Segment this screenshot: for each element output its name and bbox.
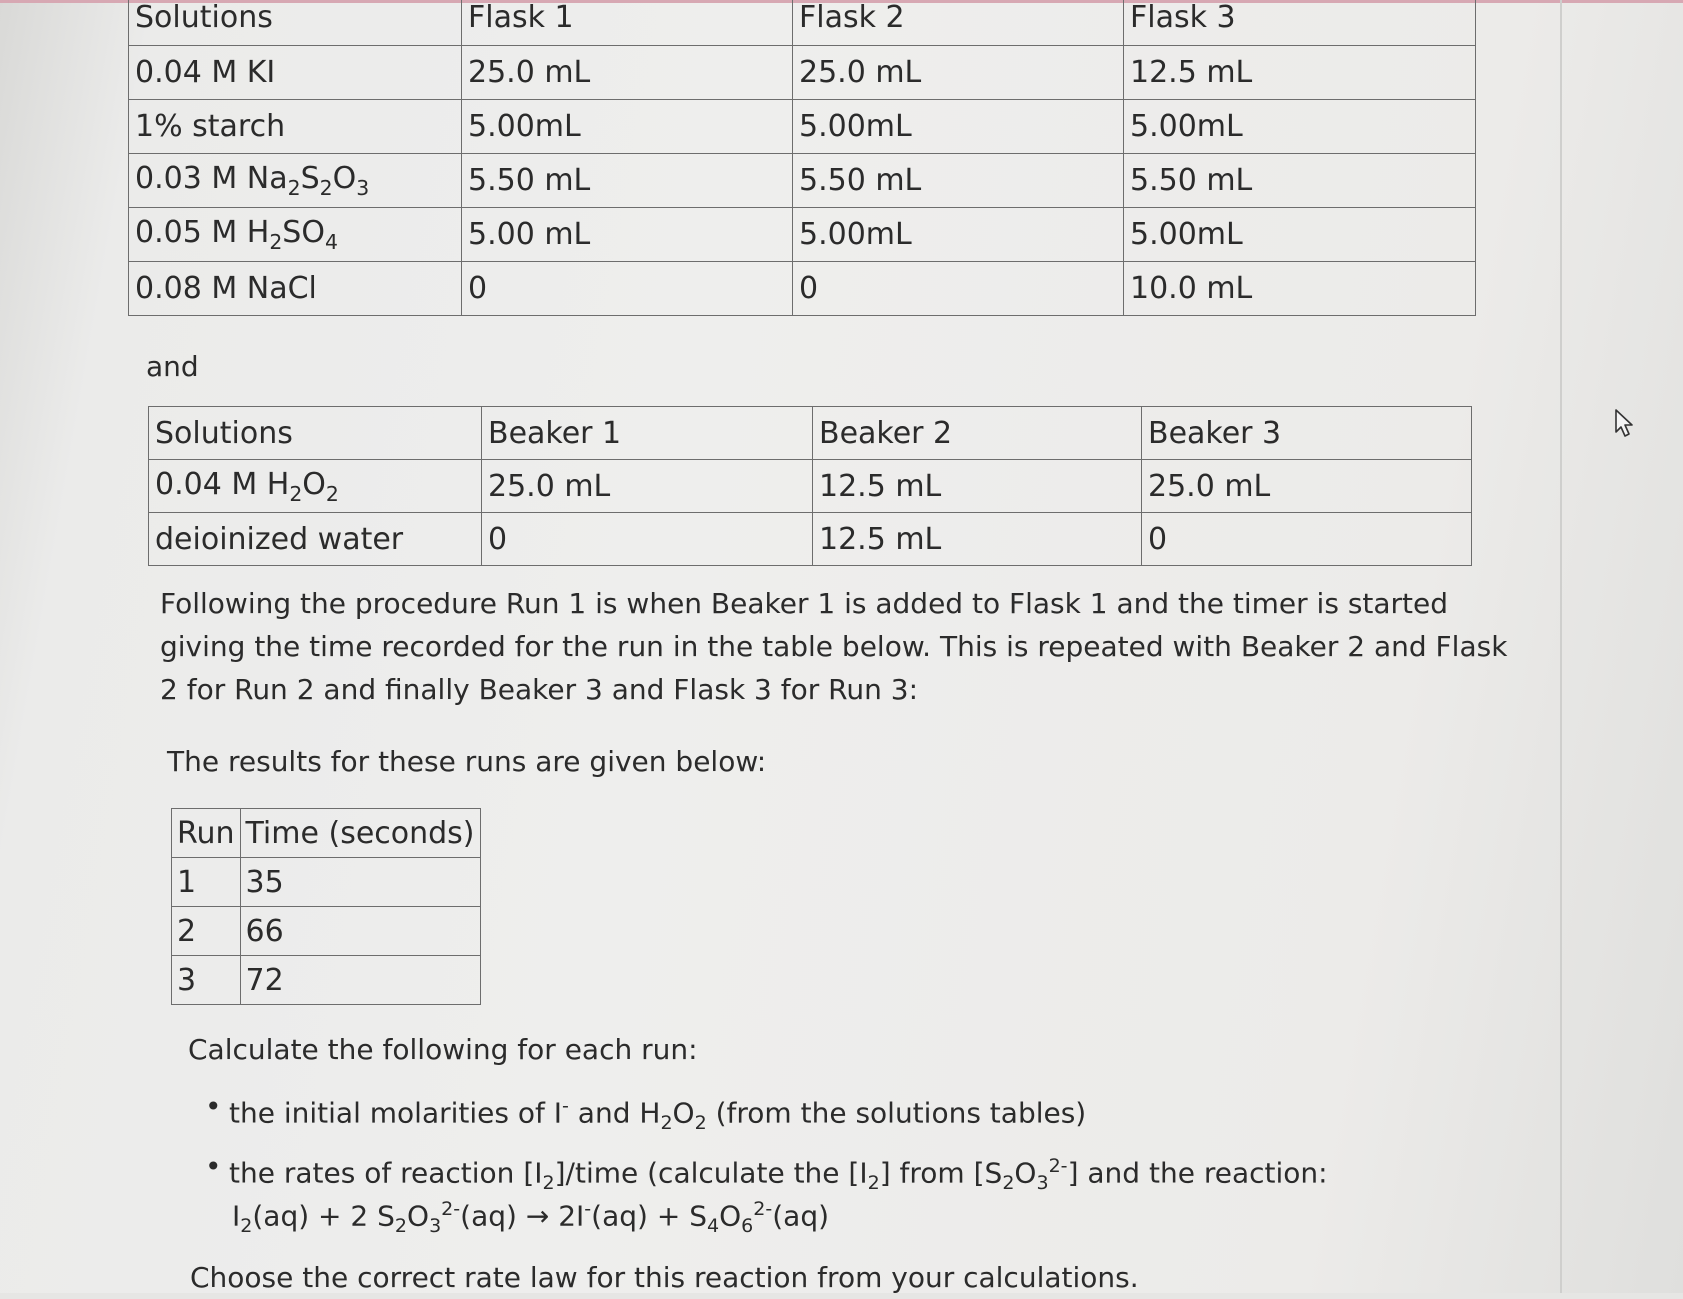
value-cell: 12.5 mL <box>813 513 1142 566</box>
header-cell: Beaker 3 <box>1142 407 1472 460</box>
value-cell: 10.0 mL <box>1124 262 1476 316</box>
value-cell: 0 <box>482 513 813 566</box>
and-text: and <box>146 350 199 383</box>
table-row <box>129 262 1476 316</box>
procedure-paragraph: Following the procedure Run 1 is when Beaker 1 is added to Flask 1 and the timer is started giving the time recorded for the run in the table below. This is repeated with Beaker 2 and Flask 2 for Run 2 and finally Beaker 3 and Flask 3 for Run 3: <box>160 587 1508 706</box>
value-cell: 5.00mL <box>793 100 1124 154</box>
table-row <box>172 858 481 907</box>
table-header-row <box>129 0 1476 46</box>
solution-cell: 0.04 M $H_2O_2$ <box>149 460 482 513</box>
choose-rate-law-text: Choose the correct rate law for this reaction from your calculations. <box>190 1261 1139 1294</box>
value-cell: 5.00 mL <box>462 208 793 262</box>
results-table <box>171 808 481 1005</box>
time-cell: 66 <box>240 907 480 956</box>
beakers-table <box>148 406 1472 566</box>
value-cell: 5.50 mL <box>1124 154 1476 208</box>
table-row <box>129 208 1476 262</box>
header-cell: Solutions <box>129 0 462 46</box>
time-cell: 72 <box>240 956 480 1005</box>
value-cell: 5.00mL <box>1124 100 1476 154</box>
header-cell: Solutions <box>149 407 482 460</box>
run-cell: 2 <box>172 907 241 956</box>
list-item: • the initial molarities of I- and $H_2O_2$ (from the solutions tables) <box>205 1085 1328 1145</box>
reaction-equation: $I_2(aq) + 2$ $S_2O_3^{2-}(aq) \to 2I^-(aq) + S_4O_6^{2-}(aq)$ <box>232 1198 830 1237</box>
task-list <box>205 1085 1328 1205</box>
value-cell: 5.00mL <box>1124 208 1476 262</box>
table-header-row <box>149 407 1472 460</box>
content-right-edge <box>1560 0 1562 1293</box>
table-row <box>172 956 481 1005</box>
solution-cell: 0.03 M $Na_2S_2O_3$ <box>129 154 462 208</box>
table-row <box>172 907 481 956</box>
table-row <box>149 460 1472 513</box>
solution-cell: 0.05 M $H_2SO_4$ <box>129 208 462 262</box>
table-row <box>149 513 1472 566</box>
solution-cell: 0.08 M NaCl <box>129 262 462 316</box>
table-header-row <box>172 809 481 858</box>
table-row <box>129 46 1476 100</box>
value-cell: 0 <box>1142 513 1472 566</box>
header-cell: Flask 2 <box>793 0 1124 46</box>
header-cell: Beaker 1 <box>482 407 813 460</box>
time-cell: 35 <box>240 858 480 907</box>
header-cell: Flask 1 <box>462 0 793 46</box>
value-cell: 5.00mL <box>793 208 1124 262</box>
value-cell: 0 <box>793 262 1124 316</box>
header-cell: Time (seconds) <box>240 809 480 858</box>
flasks-table <box>128 0 1476 316</box>
value-cell: 5.00mL <box>462 100 793 154</box>
solution-cell: 1% starch <box>129 100 462 154</box>
table-row <box>129 100 1476 154</box>
table-row <box>129 154 1476 208</box>
value-cell: 5.50 mL <box>462 154 793 208</box>
value-cell: 12.5 mL <box>1124 46 1476 100</box>
list-item: • the rates of reaction $[I_2]$/time (calculate the $[I_2]$ from $[S_2O_3^{2-}]$ and the reaction: <box>205 1145 1328 1205</box>
value-cell: 0 <box>462 262 793 316</box>
solution-cell: 0.04 M KI <box>129 46 462 100</box>
header-cell: Beaker 2 <box>813 407 1142 460</box>
value-cell: 25.0 mL <box>793 46 1124 100</box>
results-intro: The results for these runs are given below: <box>167 745 767 778</box>
solution-cell: deioinized water <box>149 513 482 566</box>
header-cell: Flask 3 <box>1124 0 1476 46</box>
value-cell: 5.50 mL <box>793 154 1124 208</box>
value-cell: 25.0 mL <box>1142 460 1472 513</box>
value-cell: 25.0 mL <box>462 46 793 100</box>
run-cell: 3 <box>172 956 241 1005</box>
value-cell: 25.0 mL <box>482 460 813 513</box>
mouse-pointer-icon <box>1614 408 1636 442</box>
run-cell: 1 <box>172 858 241 907</box>
value-cell: 12.5 mL <box>813 460 1142 513</box>
calc-intro: Calculate the following for each run: <box>188 1033 698 1066</box>
header-cell: Run <box>172 809 241 858</box>
